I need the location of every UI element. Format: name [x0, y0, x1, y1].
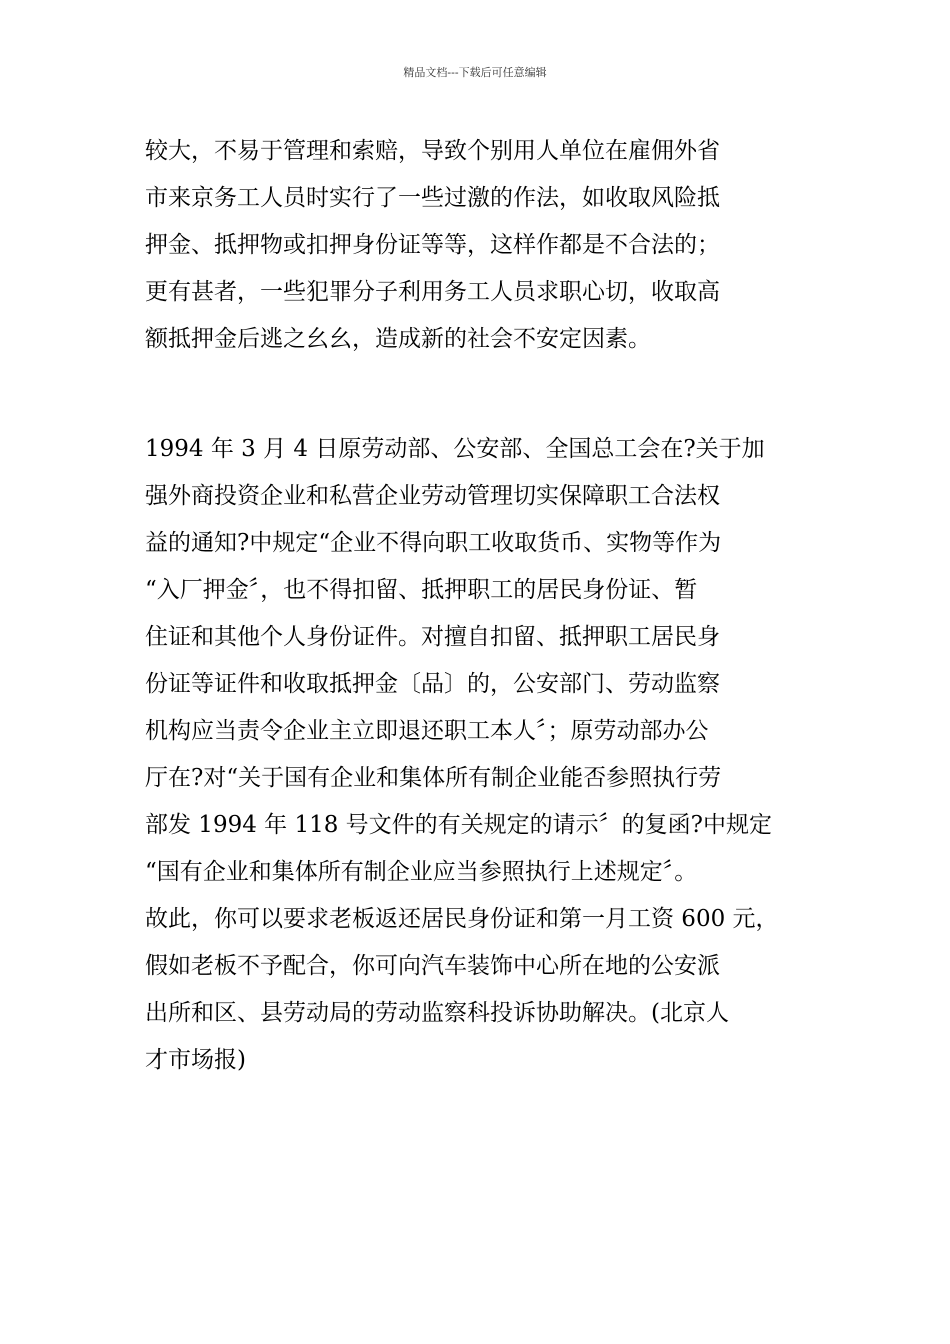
text-line: 厅在?对“关于国有企业和集体所有制企业能否参照执行劳: [145, 765, 722, 791]
text-line: “国有企业和集体所有制企业应当参照执行上述规定〞。: [145, 859, 698, 885]
text-line: 部发 1994 年 118 号文件的有关规定的请示〞的复函?中规定: [145, 812, 773, 838]
text-line: 机构应当责令企业主立即退还职工本人〞；原劳动部办公: [145, 718, 709, 744]
text-line: 故此，你可以要求老板返还居民身份证和第一月工资 600 元，: [145, 906, 779, 932]
text-line: 份证等证件和收取抵押金〔品〕的，公安部门、劳动监察: [145, 671, 720, 697]
text-line: 押金、抵押物或扣押身份证等等，这样作都是不合法的；: [145, 232, 720, 258]
paragraph-1: [145, 128, 720, 363]
paragraph-2: [145, 426, 779, 1084]
text-line: 强外商投资企业和私营企业劳动管理切实保障职工合法权: [145, 483, 720, 509]
text-line: 住证和其他个人身份证件。对擅自扣留、抵押职工居民身: [145, 624, 720, 650]
text-line: 才市场报): [145, 1047, 246, 1073]
text-line: 较大，不易于管理和索赔，导致个别用人单位在雇佣外省: [145, 138, 720, 164]
text-line: 1994 年 3 月 4 日原劳动部、公安部、全国总工会在?关于加: [145, 436, 765, 462]
text-line: “入厂押金〞，也不得扣留、抵押职工的居民身份证、暂: [145, 577, 698, 603]
text-line: 市来京务工人员时实行了一些过激的作法，如收取风险抵: [145, 185, 720, 211]
text-line: 出所和区、县劳动局的劳动监察科投诉协助解决。(北京人: [145, 1000, 729, 1026]
text-line: 假如老板不予配合，你可向汽车装饰中心所在地的公安派: [145, 953, 720, 979]
page-header: 精品文档---下载后可任意编辑: [403, 66, 547, 79]
text-line: 额抵押金后逃之幺幺，造成新的社会不安定因素。: [145, 326, 651, 352]
text-line: 更有甚者，一些犯罪分子利用务工人员求职心切，收取高: [145, 279, 720, 305]
text-line: 益的通知?中规定“企业不得向职工收取货币、实物等作为: [145, 530, 722, 556]
